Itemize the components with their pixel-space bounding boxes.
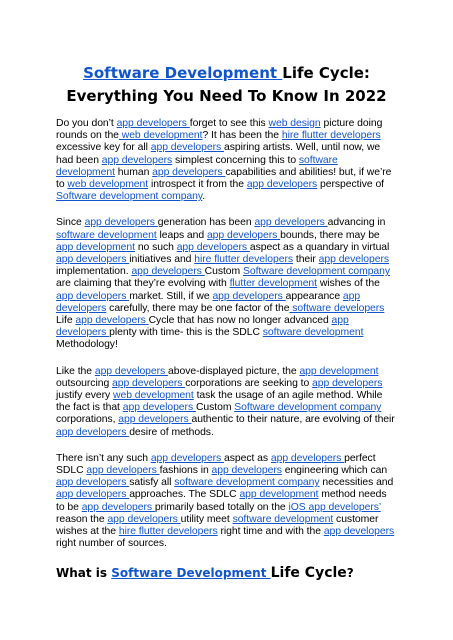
hyperlink[interactable]: app developers	[131, 266, 205, 278]
text-run: above-displayed picture, the	[168, 365, 300, 377]
hyperlink[interactable]: app developers	[56, 290, 130, 302]
hyperlink[interactable]: app developers	[211, 465, 282, 477]
text-run: aspiring artists. Well, until now, we had been	[56, 142, 381, 166]
text-run: What is	[56, 565, 112, 580]
text-run: excessive key for all	[56, 142, 151, 154]
text-run: perspective of	[317, 179, 385, 191]
text-run: initiatives and	[129, 254, 195, 266]
hyperlink[interactable]: iOS app developers’	[288, 501, 381, 513]
hyperlink[interactable]: Software Development	[83, 64, 283, 82]
text-run: task the usage of an agile method. While the fact is that	[56, 390, 383, 414]
hyperlink[interactable]: web design	[268, 118, 321, 129]
text-run: introspect it from the	[148, 179, 247, 191]
hyperlink[interactable]: app developers	[107, 513, 181, 525]
document-body	[56, 118, 397, 551]
body-paragraph	[56, 217, 397, 351]
hyperlink[interactable]: software development	[56, 154, 338, 178]
hyperlink[interactable]: app developers	[150, 142, 224, 154]
text-run: corporations,	[56, 414, 119, 426]
text-run: reason the	[56, 513, 108, 525]
hyperlink[interactable]: app development	[56, 241, 135, 253]
text-run: necessities and	[319, 477, 394, 489]
hyperlink[interactable]: app developers	[56, 489, 130, 501]
hyperlink[interactable]: Software Development	[111, 565, 271, 580]
text-run: Custom	[195, 402, 235, 414]
hyperlink[interactable]: app developers	[56, 315, 349, 339]
text-run: picture doing rounds on the	[56, 118, 383, 142]
body-paragraph	[56, 118, 397, 203]
text-run: no such	[134, 241, 177, 253]
hyperlink[interactable]: Software development company	[234, 402, 382, 414]
hyperlink[interactable]: app developers	[318, 254, 390, 266]
text-run: leaps and	[156, 229, 207, 241]
text-run: satisfy all	[129, 477, 175, 489]
hyperlink[interactable]: app developers	[254, 217, 328, 229]
hyperlink[interactable]: web development	[67, 179, 149, 191]
hyperlink[interactable]: hire flutter developers	[118, 526, 218, 538]
hyperlink[interactable]: hire flutter developers	[281, 130, 381, 142]
hyperlink[interactable]: app developers	[116, 118, 190, 129]
heading-text-large: Life Cycle	[270, 564, 347, 581]
text-run: advancing in	[327, 217, 386, 229]
hyperlink[interactable]: app development	[239, 489, 319, 501]
hyperlink[interactable]: app developers	[94, 365, 169, 377]
text-run: authentic to their nature, are evolving of their	[191, 414, 395, 426]
hyperlink[interactable]: app developers	[118, 414, 192, 426]
text-run: corporations are seeking to	[185, 377, 313, 389]
text-run: customer wishes at the	[56, 513, 379, 538]
hyperlink[interactable]: app development	[299, 365, 379, 377]
text-run: capabilities and abilities! but, if we’re to	[56, 166, 392, 191]
hyperlink[interactable]: app developers	[56, 254, 130, 266]
text-run: simplest concerning this to	[172, 154, 299, 166]
document-title	[56, 62, 397, 108]
text-run: Do you don’t	[56, 118, 117, 129]
text-run: appearance	[285, 290, 343, 302]
hyperlink[interactable]: app developers	[122, 402, 196, 414]
hyperlink[interactable]: app developers	[56, 477, 130, 489]
hyperlink[interactable]: flutter development	[229, 278, 317, 290]
text-run: .	[202, 191, 206, 203]
text-run: primarily based totally on the	[154, 501, 289, 513]
hyperlink[interactable]: software development company	[174, 477, 320, 489]
text-run: wishes of the	[317, 278, 380, 290]
text-run: right number of sources.	[56, 538, 167, 550]
hyperlink[interactable]: web development	[113, 390, 194, 402]
text-run: are claiming that they’re evolving with	[56, 278, 230, 290]
hyperlink[interactable]: app developers	[86, 465, 160, 477]
hyperlink[interactable]: software development	[262, 327, 364, 339]
text-run: Like the	[56, 365, 95, 377]
hyperlink[interactable]: app developers	[176, 241, 250, 253]
text-run: Life Cycle: Everything You Need To Know In 2022	[66, 64, 387, 105]
hyperlink[interactable]: software developers	[289, 302, 385, 314]
body-paragraph	[56, 453, 397, 551]
text-run: approaches. The SDLC	[129, 489, 240, 501]
text-run: outsourcing	[56, 377, 113, 389]
hyperlink[interactable]: app developers	[101, 154, 173, 166]
hyperlink[interactable]: Software development company	[56, 191, 203, 203]
text-run: ? It has been the	[202, 130, 282, 142]
hyperlink[interactable]: app developers	[56, 426, 130, 438]
hyperlink[interactable]: app developers	[56, 290, 361, 314]
hyperlink[interactable]: app developers	[312, 377, 383, 389]
text-run: forget to see this	[189, 118, 269, 129]
text-run: Cycle that has now no longer advanced	[148, 315, 332, 327]
hyperlink[interactable]: app developers	[270, 452, 345, 464]
hyperlink[interactable]: web development	[118, 130, 203, 142]
text-run: aspect as	[224, 452, 271, 464]
hyperlink[interactable]: app developers	[152, 166, 226, 178]
text-run: justify every	[56, 390, 114, 402]
body-paragraph	[56, 366, 397, 439]
text-run: bounds, there may be	[280, 229, 380, 241]
hyperlink[interactable]: software development	[232, 513, 334, 525]
text-run: fashions in	[159, 465, 212, 477]
hyperlink[interactable]: app developers	[150, 452, 225, 464]
text-run: generation has been	[157, 217, 255, 229]
hyperlink[interactable]: software development	[56, 229, 157, 241]
text-run: human	[114, 166, 153, 178]
text-run: plenty with time- this is the SDLC	[109, 327, 263, 339]
hyperlink[interactable]: app developers	[81, 501, 155, 513]
text-run: Since	[56, 217, 85, 229]
text-run: Custom	[204, 266, 243, 278]
hyperlink[interactable]: app developers	[212, 290, 286, 302]
text-run: right time and with the	[217, 526, 324, 538]
text-run: carefully, there may be one factor of the	[106, 302, 290, 314]
text-run: ?	[346, 565, 354, 580]
text-run: There isn’t any such	[56, 452, 151, 464]
hyperlink[interactable]: app developers	[246, 179, 318, 191]
hyperlink[interactable]: Software development company	[242, 266, 391, 278]
text-run: Methodology!	[56, 339, 118, 351]
hyperlink[interactable]: app developers	[206, 229, 281, 241]
hyperlink[interactable]: app developers	[84, 217, 158, 229]
text-run: method needs to be	[56, 489, 387, 513]
text-run: implementation.	[56, 266, 132, 278]
text-run: Life	[56, 315, 76, 327]
text-run: utility meet	[180, 513, 233, 525]
hyperlink[interactable]: app developers	[323, 526, 395, 538]
section-heading	[56, 565, 397, 581]
text-run: their	[293, 254, 319, 266]
text-run: desire of methods.	[129, 426, 214, 438]
hyperlink[interactable]: app developers	[112, 377, 186, 389]
text-run: market. Still, if we	[129, 290, 213, 302]
text-run: engineering which can	[281, 465, 388, 477]
text-run: perfect SDLC	[56, 452, 376, 477]
hyperlink[interactable]: app developers	[75, 315, 149, 327]
text-run: aspect as a quandary in virtual	[249, 241, 390, 253]
hyperlink[interactable]: hire flutter developers	[194, 254, 294, 266]
